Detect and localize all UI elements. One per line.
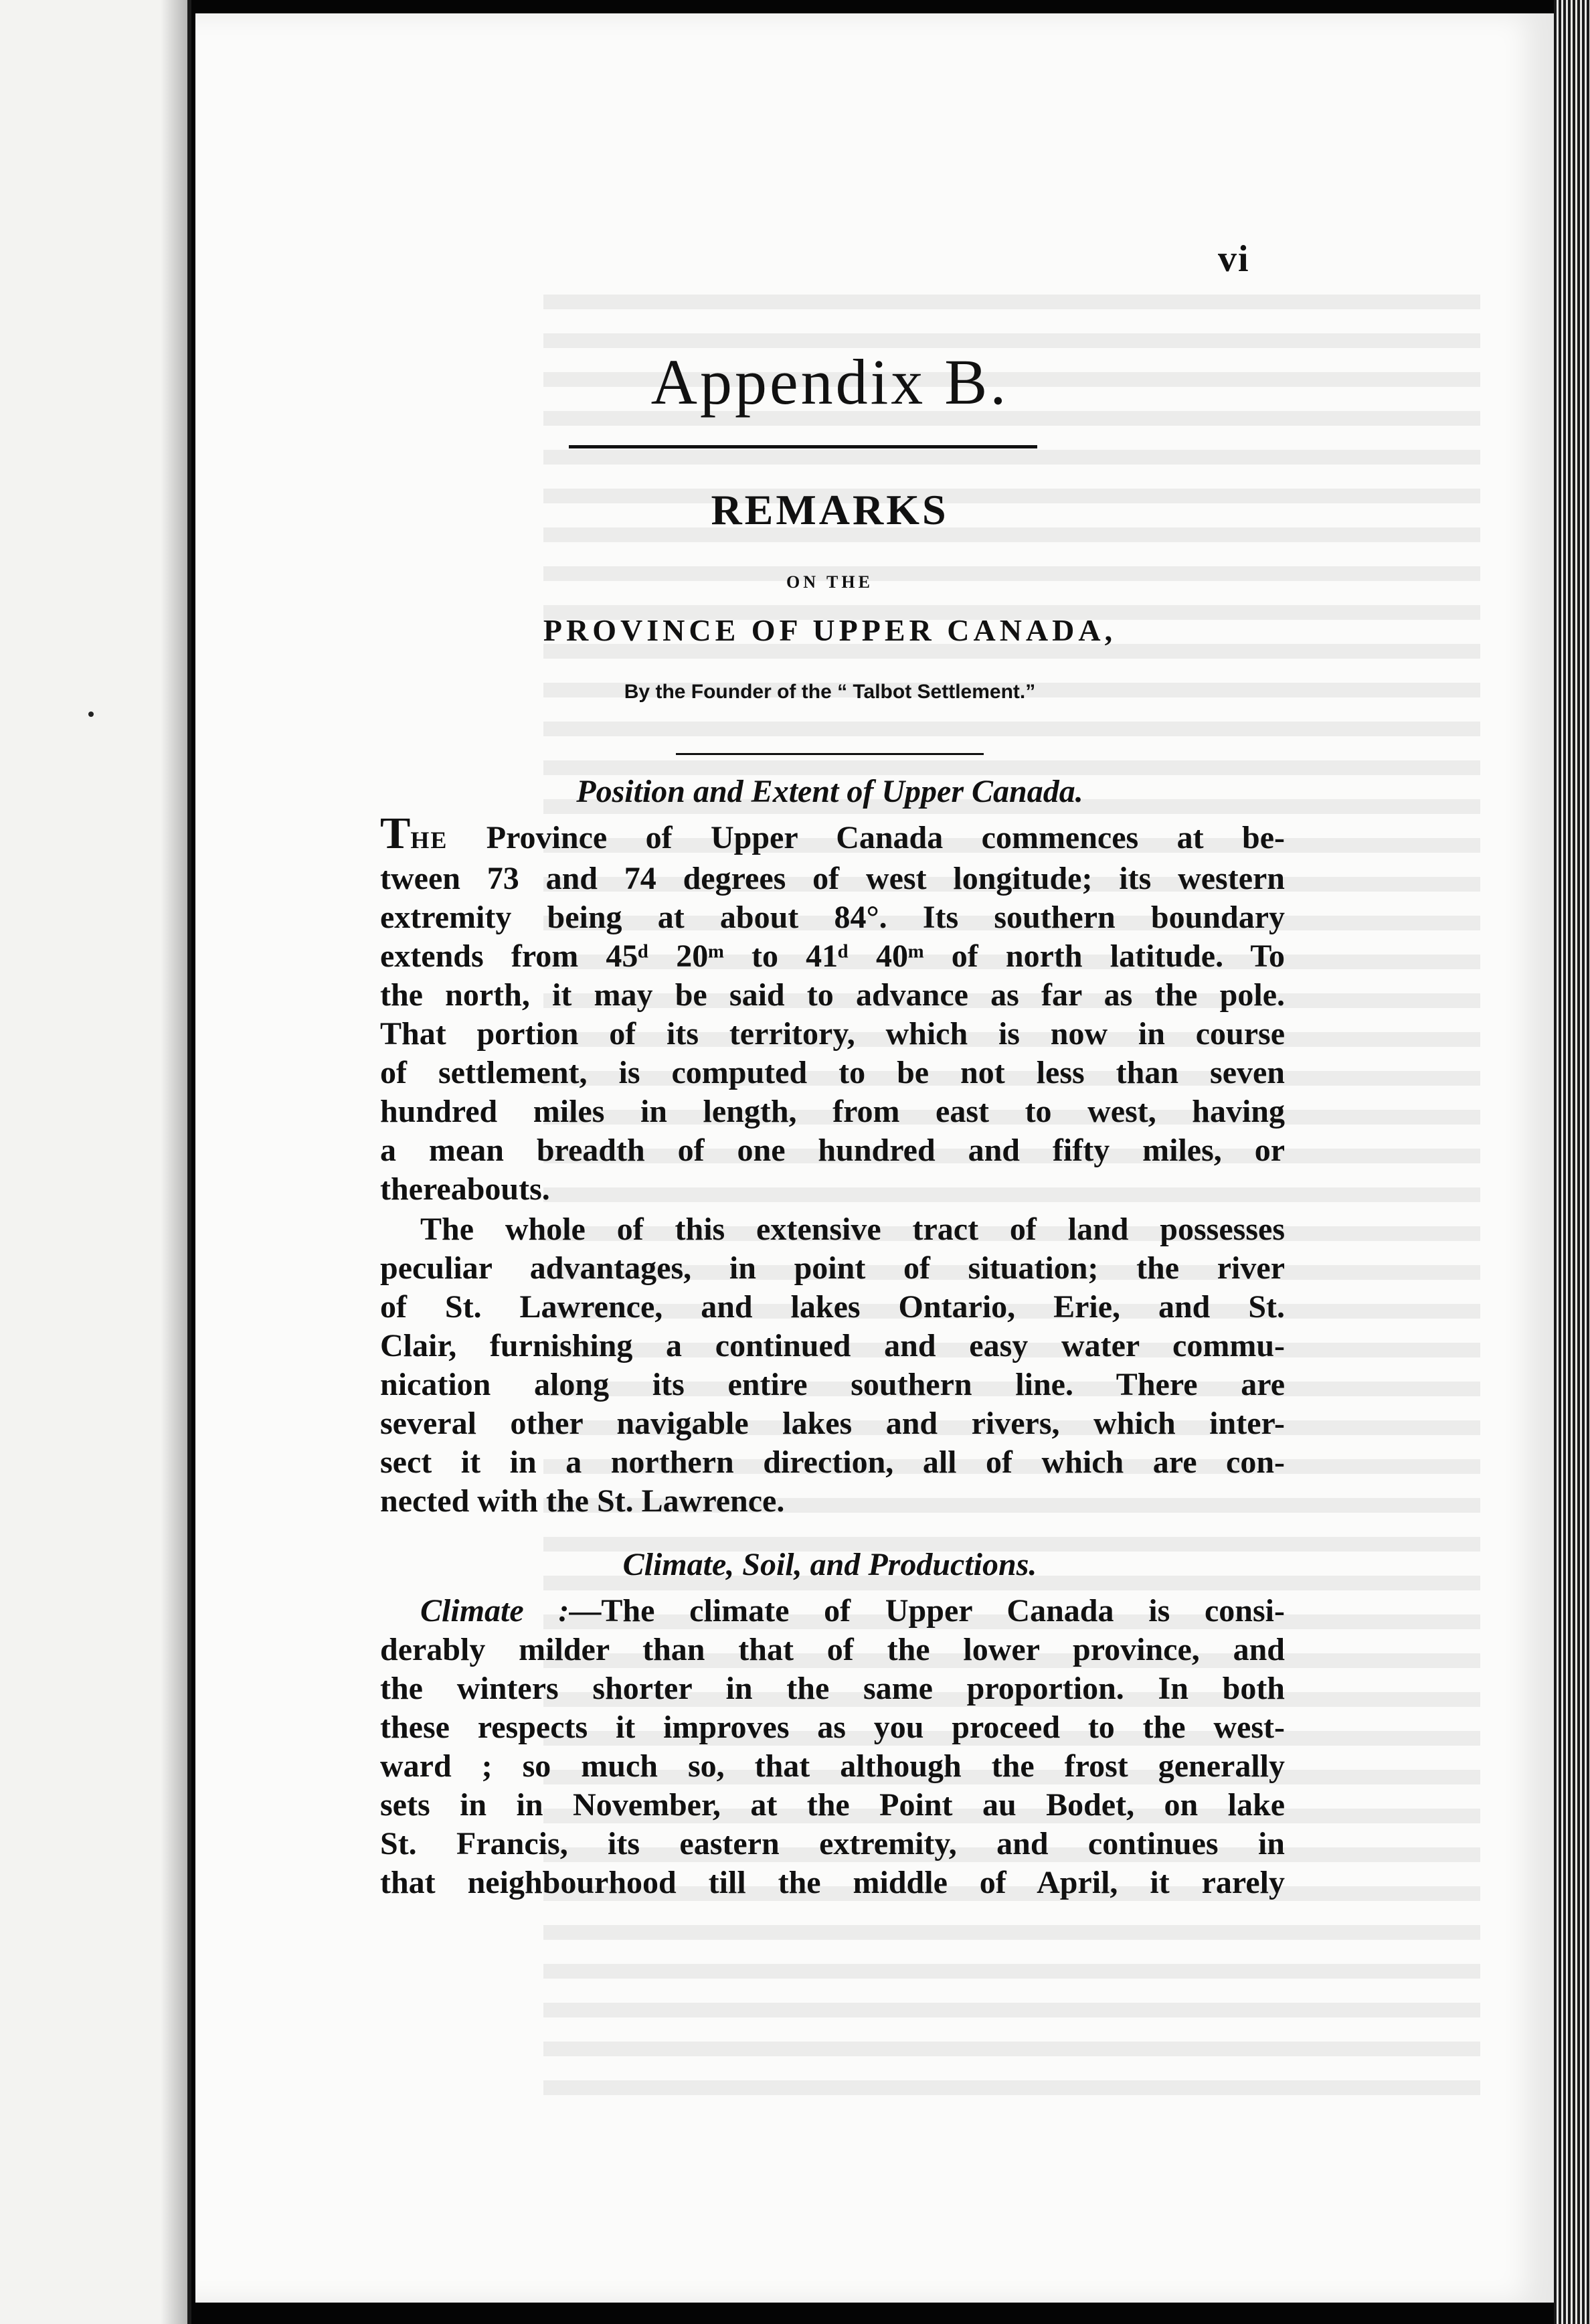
appendix-word: Appendix xyxy=(650,346,926,418)
paragraph-line: thereabouts. xyxy=(380,1171,550,1207)
paragraph-line: nication along its entire southern line. There are xyxy=(380,1367,1285,1402)
byline-rule xyxy=(676,753,984,755)
paragraph-line: derably milder than that of the lower province, and xyxy=(380,1632,1285,1667)
paragraph-line: ward ; so much so, that although the frost generally xyxy=(380,1748,1285,1784)
paragraph-line: a mean breadth of one hundred and fifty miles, or xyxy=(380,1133,1285,1168)
appendix-title xyxy=(348,345,1312,419)
appendix-letter: B. xyxy=(944,346,1009,418)
paragraph-line: the north, it may be said to advance as far as the pole. xyxy=(380,977,1285,1013)
paragraph-line: of settlement, is computed to be not less than seven xyxy=(380,1055,1285,1090)
page-number: vi xyxy=(1218,238,1250,280)
paragraph-line: That portion of its territory, which is now in course xyxy=(380,1016,1285,1052)
paragraph-line: extends from 45ᵈ 20ᵐ to 41ᵈ 40ᵐ of north latitude. To xyxy=(380,938,1285,974)
section-title-position: Position and Extent of Upper Canada. xyxy=(576,774,1083,809)
paragraph-line: sets in in November, at the Point au Bodet, on lake xyxy=(380,1787,1285,1823)
paragraph-line: that neighbourhood till the middle of April, it rarely xyxy=(380,1865,1285,1900)
paragraph-line: several other navigable lakes and rivers, which inter- xyxy=(380,1406,1285,1441)
facing-page-edge xyxy=(0,0,191,2324)
drop-cap: T xyxy=(380,819,411,858)
line-text: —The climate of Upper Canada is consi- xyxy=(569,1593,1285,1629)
gutter-shadow xyxy=(161,0,187,2324)
subject-title: PROVINCE OF UPPER CANADA, xyxy=(543,613,1117,647)
paragraph-line: St. Francis, its eastern extremity, and continues in xyxy=(380,1826,1285,1861)
paragraph-line: these respects it improves as you proceed to the west- xyxy=(380,1710,1285,1745)
title-rule xyxy=(569,445,1037,448)
paragraph-line xyxy=(380,819,1285,859)
line-text: Province of Upper Canada commences at be- xyxy=(448,820,1285,855)
heading-connector: ON THE xyxy=(786,572,873,592)
byline: By the Founder of the “ Talbot Settlement.” xyxy=(624,681,1036,703)
paragraph-line: The whole of this extensive tract of land possesses xyxy=(420,1212,1285,1247)
paragraph-position xyxy=(380,819,1285,1209)
paragraph-climate xyxy=(380,1592,1285,1902)
paragraph-line: tween 73 and 74 degrees of west longitude; its western xyxy=(380,861,1285,896)
paragraph-line: hundred miles in length, from east to west, having xyxy=(380,1094,1285,1129)
paragraph-line: peculiar advantages, in point of situation; the river xyxy=(380,1250,1285,1286)
page-stack-edge xyxy=(1554,0,1590,2324)
paragraph-line: nected with the St. Lawrence. xyxy=(380,1483,785,1519)
paragraph-line xyxy=(380,1592,1285,1631)
paragraph-line: sect it in a northern direction, all of which are con- xyxy=(380,1444,1285,1480)
heading: REMARKS xyxy=(711,486,949,533)
run-in-heading: Climate : xyxy=(420,1593,569,1629)
ink-speck xyxy=(88,712,94,717)
paragraph-advantages xyxy=(380,1210,1285,1521)
paragraph-line: the winters shorter in the same proportion. In both xyxy=(380,1671,1285,1706)
paragraph-line: of St. Lawrence, and lakes Ontario, Erie, and St. xyxy=(380,1289,1285,1325)
paragraph-line: Clair, furnishing a continued and easy water commu- xyxy=(380,1328,1285,1363)
small-caps: HE xyxy=(410,827,448,853)
paragraph-line: extremity being at about 84°. Its southern boundary xyxy=(380,900,1285,935)
section-title-climate: Climate, Soil, and Productions. xyxy=(622,1547,1037,1582)
